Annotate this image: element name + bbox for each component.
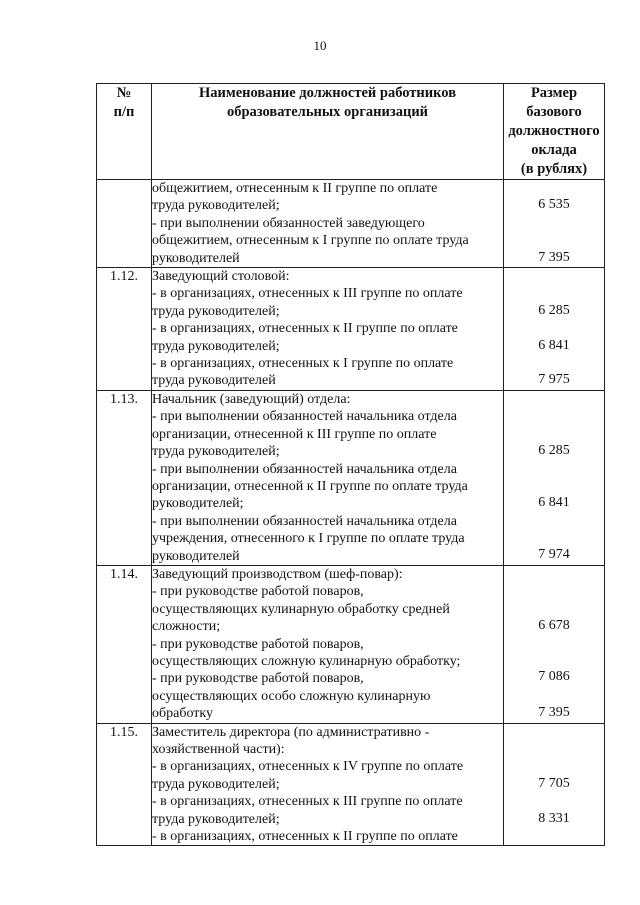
salary-value: 7 395 bbox=[538, 249, 570, 265]
description-line: - при выполнении обязанностей начальника отдела bbox=[152, 409, 457, 425]
description-line: труда руководителей; bbox=[152, 338, 280, 354]
description-line: хозяйственной части): bbox=[152, 742, 285, 757]
salary-value: 6 285 bbox=[538, 443, 570, 459]
header-line: образовательных организаций bbox=[226, 104, 429, 120]
description-line: Заведующий производством (шеф-повар): bbox=[152, 566, 403, 582]
description-line: - в организациях, отнесенных к III группе по оплате bbox=[152, 286, 463, 302]
description-line: - при выполнении обязанностей заведующего bbox=[152, 215, 425, 231]
position-description bbox=[152, 390, 504, 565]
header-number-column bbox=[97, 84, 152, 180]
header-line: № bbox=[116, 85, 132, 101]
salary-value: 7 086 bbox=[538, 668, 570, 684]
salary-cell bbox=[504, 565, 605, 723]
row-number: 1.12. bbox=[97, 268, 152, 391]
header-line: Наименование должностей работников bbox=[198, 85, 457, 101]
table-row bbox=[97, 268, 605, 391]
salary-cell bbox=[504, 180, 605, 268]
salary-value: 6 678 bbox=[538, 618, 570, 634]
salary-value: 6 841 bbox=[538, 337, 570, 353]
position-description bbox=[152, 565, 504, 723]
description-line: труда руководителей bbox=[152, 373, 276, 389]
page-number: 10 bbox=[313, 38, 327, 53]
description-line: - при выполнении обязанностей начальника отдела bbox=[152, 513, 457, 529]
description-line: труда руководителей; bbox=[152, 303, 280, 319]
table-row bbox=[97, 390, 605, 565]
description-line: - в организациях, отнесенных к I группе по оплате bbox=[152, 356, 454, 372]
description-line: организации, отнесенной к II группе по оплате труда bbox=[152, 478, 468, 494]
table-row bbox=[97, 565, 605, 723]
description-line: - в организациях, отнесенных к II группе по оплате bbox=[152, 321, 458, 337]
description-line: руководителей bbox=[152, 250, 240, 266]
description-line: Начальник (заведующий) отдела: bbox=[152, 391, 351, 407]
position-description bbox=[152, 180, 504, 268]
description-line: - в организациях, отнесенных к IV группе по оплате bbox=[152, 759, 464, 775]
header-line: (в рублях) bbox=[520, 161, 588, 177]
description-line: общежитием, отнесенным к II группе по оплате bbox=[152, 181, 438, 196]
description-line: руководителей bbox=[152, 548, 240, 564]
description-line: - при руководстве работой поваров, bbox=[152, 636, 364, 652]
description-line: - при выполнении обязанностей начальника отдела bbox=[152, 461, 457, 477]
description-line: сложности; bbox=[152, 619, 221, 635]
description-line: труда руководителей; bbox=[152, 444, 280, 460]
description-line: труда руководителей; bbox=[152, 198, 280, 214]
salary-value: 7 974 bbox=[538, 547, 570, 563]
table-row bbox=[97, 180, 605, 268]
header-line: базового bbox=[526, 104, 582, 120]
table-header-row bbox=[97, 84, 605, 180]
row-number bbox=[97, 180, 152, 268]
description-line: организации, отнесенной к III группе по оплате bbox=[152, 426, 437, 442]
description-line: осуществляющих кулинарную обработку средней bbox=[152, 601, 450, 617]
salary-value: 8 331 bbox=[538, 810, 570, 826]
salary-cell bbox=[504, 723, 605, 846]
description-line: Заместитель директора (по административно - bbox=[152, 724, 430, 740]
salary-cell bbox=[504, 390, 605, 565]
header-line: должностного bbox=[508, 123, 600, 139]
header-line: оклада bbox=[531, 142, 577, 158]
description-line: руководителей; bbox=[152, 496, 244, 512]
description-line: учреждения, отнесенного к I группе по оплате труда bbox=[152, 531, 465, 547]
position-description bbox=[152, 268, 504, 391]
row-number: 1.13. bbox=[97, 390, 152, 565]
header-line: Размер bbox=[530, 85, 578, 101]
position-description bbox=[152, 723, 504, 846]
description-line: - при руководстве работой поваров, bbox=[152, 584, 364, 600]
description-line: Заведующий столовой: bbox=[152, 269, 290, 285]
salary-table bbox=[96, 83, 605, 846]
description-line: осуществляющих особо сложную кулинарную bbox=[152, 688, 431, 704]
salary-value: 7 395 bbox=[538, 705, 570, 721]
description-line: - при руководстве работой поваров, bbox=[152, 671, 364, 687]
description-line: - в организациях, отнесенных к II группе по оплате bbox=[152, 829, 458, 845]
salary-value: 6 841 bbox=[538, 495, 570, 511]
description-line: общежитием, отнесенным к I группе по оплате труда bbox=[152, 233, 469, 249]
description-line: труда руководителей; bbox=[152, 776, 280, 792]
header-position-column bbox=[152, 84, 504, 180]
description-line: - в организациях, отнесенных к III группе по оплате bbox=[152, 794, 463, 810]
row-number: 1.15. bbox=[97, 723, 152, 846]
salary-value: 6 285 bbox=[538, 302, 570, 318]
row-number: 1.14. bbox=[97, 565, 152, 723]
description-line: обработку bbox=[152, 706, 213, 722]
salary-cell bbox=[504, 268, 605, 391]
table-row bbox=[97, 723, 605, 846]
description-line: труда руководителей; bbox=[152, 811, 280, 827]
salary-value: 6 535 bbox=[538, 197, 570, 213]
salary-value: 7 975 bbox=[538, 372, 570, 388]
header-salary-column bbox=[504, 84, 605, 180]
salary-value: 7 705 bbox=[538, 775, 570, 791]
description-line: осуществляющих сложную кулинарную обработку; bbox=[152, 653, 461, 669]
header-line: п/п bbox=[113, 104, 135, 120]
